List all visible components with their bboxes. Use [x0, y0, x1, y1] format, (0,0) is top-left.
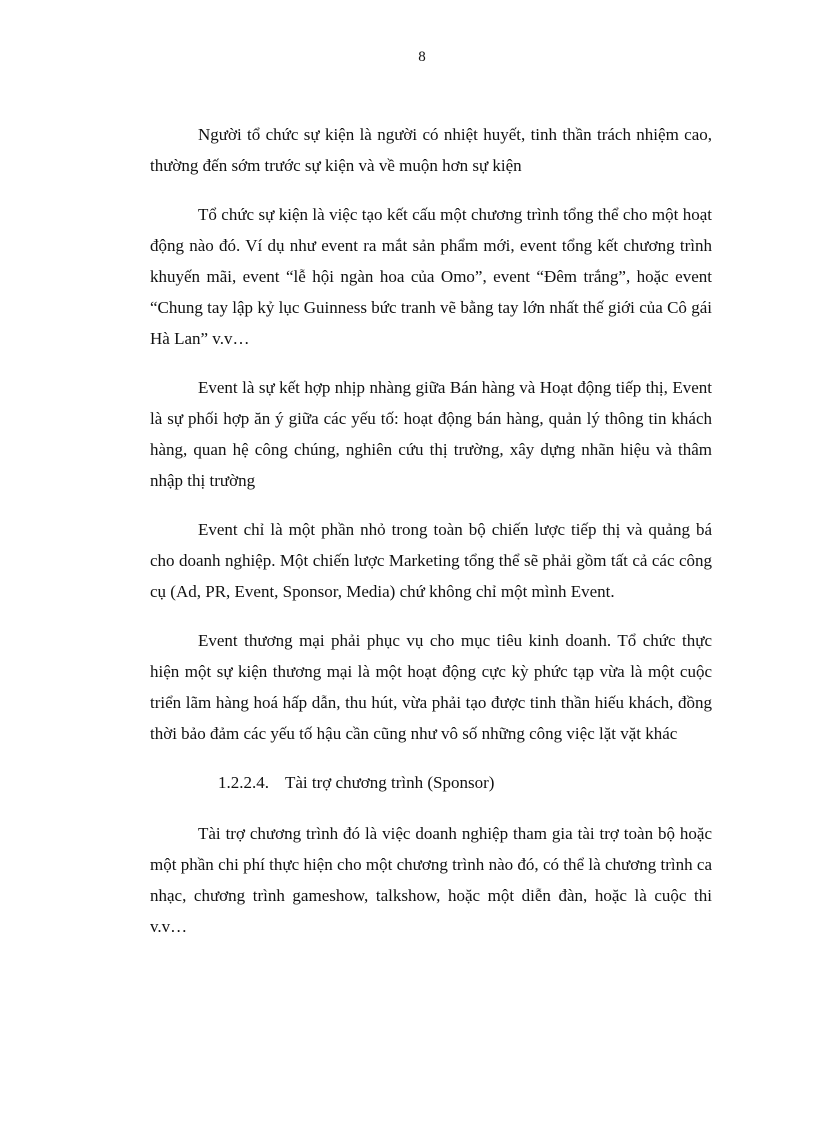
document-body: [150, 119, 712, 942]
paragraph-commercial-event: Event thương mại phải phục vụ cho mục tiêu kinh doanh. Tổ chức thực hiện một sự kiện thương mại là một hoạt động cực kỳ phức tạp vừa là một cuộc triển lãm hàng hoá hấp dẫn, thu hút, vừa phải tạo được tinh thần hiếu khách, đồng thời bảo đảm các yếu tố hậu cần cũng như vô số những công việc lặt vặt khác: [150, 631, 712, 743]
page-number: 8: [418, 49, 426, 65]
section-title: Tài trợ chương trình (Sponsor): [285, 773, 495, 792]
paragraph-event-organizer: Người tổ chức sự kiện là người có nhiệt huyết, tinh thần trách nhiệm cao, thường đến sớm trước sự kiện và về muộn hơn sự kiện: [150, 125, 712, 175]
paragraph-event-definition: Tổ chức sự kiện là việc tạo kết cấu một chương trình tổng thể cho một hoạt động nào đó. Ví dụ như event ra mắt sản phẩm mới, event tổng kết chương trình khuyến mãi, event “lễ hội ngàn hoa của Omo”, event “Đêm trắng”, hoặc event “Chung tay lập kỷ lục Guinness bức tranh vẽ bằng tay lớn nhất thế giới của Cô gái Hà Lan” v.v…: [150, 205, 712, 348]
section-heading: [150, 767, 712, 798]
paragraph-event-combination: Event là sự kết hợp nhịp nhàng giữa Bán hàng và Hoạt động tiếp thị, Event là sự phối hợp ăn ý giữa các yếu tố: hoạt động bán hàng, quản lý thông tin khách hàng, quan hệ công chúng, nghiên cứu thị trường, xây dựng nhãn hiệu và thâm nhập thị trường: [150, 378, 712, 490]
paragraph-sponsorship: Tài trợ chương trình đó là việc doanh nghiệp tham gia tài trợ toàn bộ hoặc một phần chi phí thực hiện cho một chương trình nào đó, có thể là chương trình ca nhạc, chương trình gameshow, talkshow, hoặc một diễn đàn, hoặc là cuộc thi v.v…: [150, 824, 712, 936]
section-number: 1.2.2.4.: [218, 773, 269, 792]
paragraph-event-strategy: Event chỉ là một phần nhỏ trong toàn bộ chiến lược tiếp thị và quảng bá cho doanh nghiệp. Một chiến lược Marketing tổng thể sẽ phải gồm tất cả các công cụ (Ad, PR, Event, Sponsor, Media) chứ không chỉ một mình Event.: [150, 520, 712, 601]
